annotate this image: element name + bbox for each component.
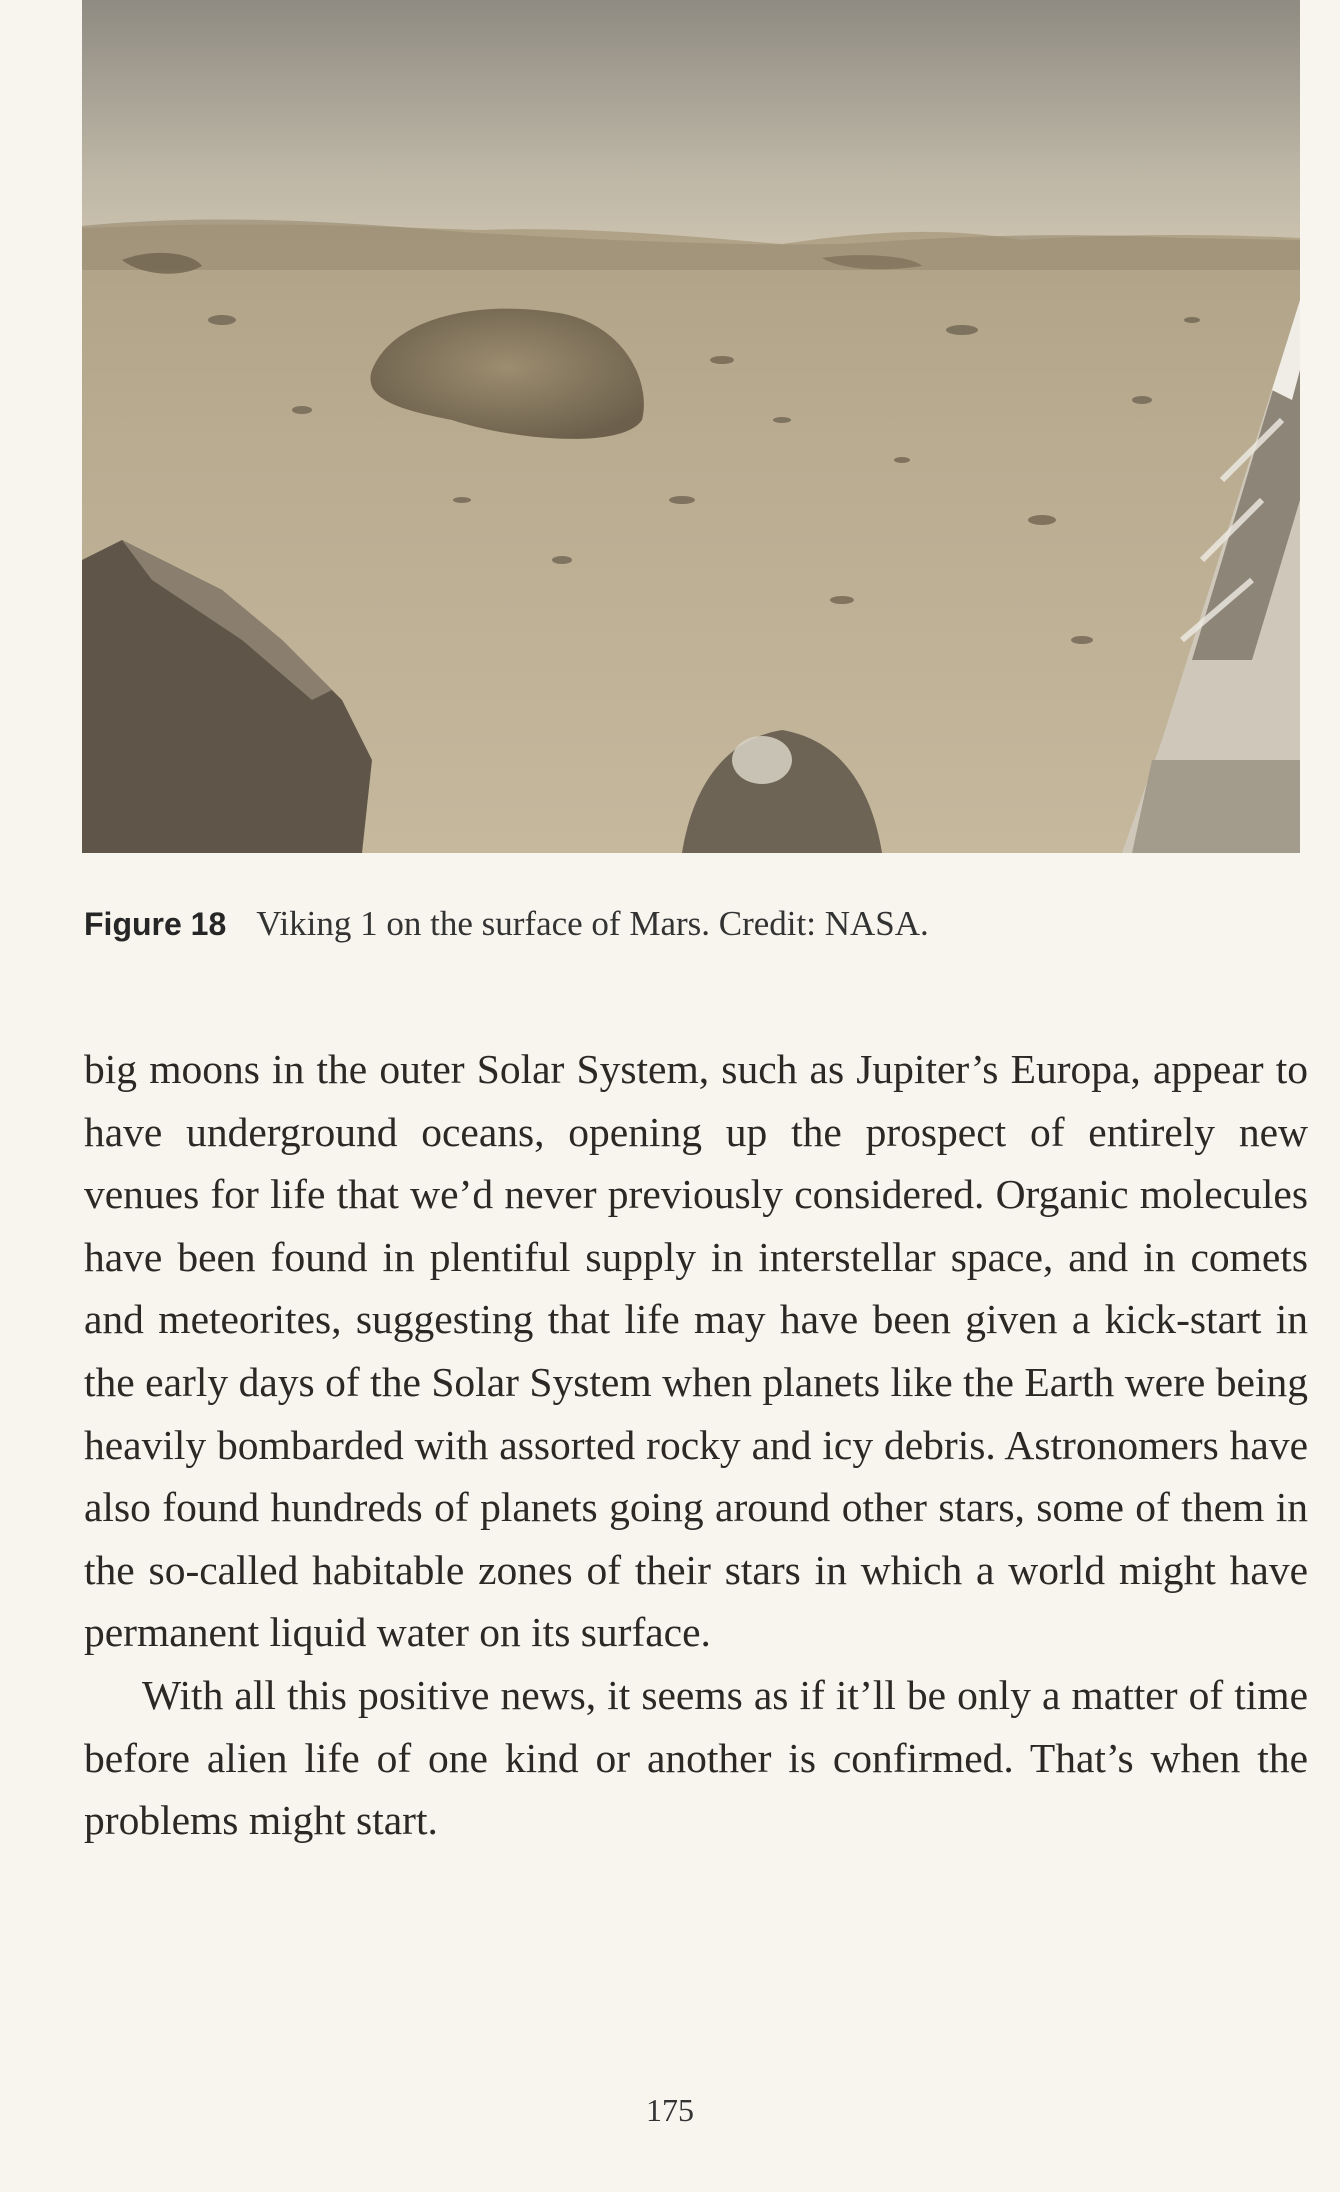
- mars-surface-photo: [82, 0, 1300, 853]
- figure-caption: [84, 902, 1314, 946]
- figure-caption-text: Viking 1 on the surface of Mars. Credit: NASA.: [256, 904, 929, 943]
- body-text: [84, 1038, 1308, 1852]
- page-number: 175: [646, 2092, 694, 2128]
- paragraph-1: big moons in the outer Solar System, such as Jupiter’s Europa, appear to have underground oceans, opening up the prospect of entirely new venues for life that we’d never previously considered. Organic molecules have been found in plentiful supply in interstellar space, and in comets and meteorites, suggesting that life may have been given a kick-start in the early days of the Solar System when planets like the Earth were being heavily bombarded with assorted rocky and icy debris. Astronomers have also found hundreds of planets going around other stars, some of them in the so-called habitable zones of their stars in which a world might have permanent liquid water on its surface.: [84, 1046, 1308, 1656]
- paragraph-2: With all this positive news, it seems as if it’ll be only a matter of time before alien life of one kind or another is confirmed. That’s when the problems might start.: [84, 1671, 1308, 1844]
- figure-label: Figure 18: [84, 906, 227, 942]
